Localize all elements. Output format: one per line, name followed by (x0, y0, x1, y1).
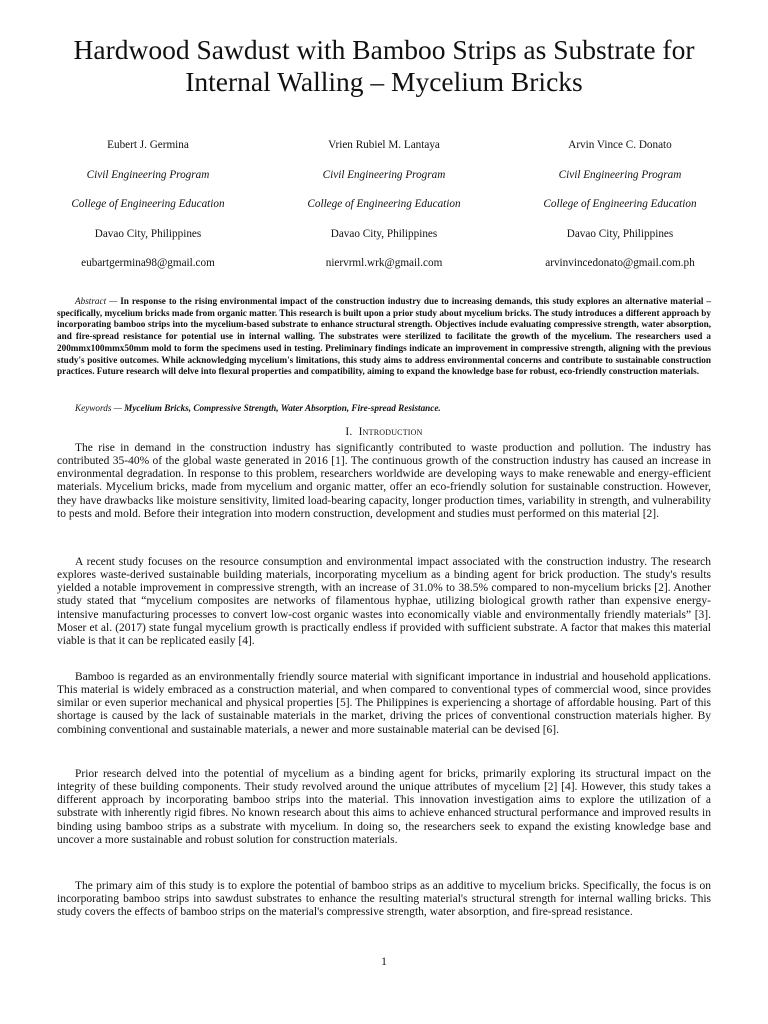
author-college: College of Engineering Education (307, 198, 461, 211)
author-location: Davao City, Philippines (566, 227, 674, 240)
body-paragraph: The primary aim of this study is to explore the potential of bamboo strips as an additive to mycelium bricks. Specifically, the focus is on incorporating bamboo strips into sawdust substrates to enhance the resulting material's structural strength for internal walling bricks. This study covers the effects of bamboo strips on the material's compressive strength, water absorption, and fire-spread resistance. (57, 880, 711, 919)
author-1 (30, 136, 266, 284)
keywords-label: Keywords — (75, 403, 122, 413)
author-college: College of Engineering Education (71, 198, 225, 211)
keywords-text: Mycelium Bricks, Compressive Strength, Water Absorption, Fire-spread Resistance. (124, 403, 441, 413)
body-paragraph: Bamboo is regarded as an environmentally friendly source material with significant importance in industrial and household applications. This material is widely embraced as a construction material, and when compared to conventional types of commercial wood, since provides similar or even superior mechanical and physical properties [5]. The Philippines is experiencing a shortage of affordable housing. Part of this shortage is caused by the lack of sustainable materials in the market, driving the prices of conventional construction materials higher. By combining conventional and sustainable materials, a newer and more sustainable material can be devised [6]. (57, 671, 711, 736)
author-name: Vrien Rubiel M. Lantaya (328, 139, 440, 151)
author-3 (502, 136, 738, 284)
author-program: Civil Engineering Program (558, 168, 682, 181)
author-location: Davao City, Philippines (94, 227, 202, 240)
abstract (57, 296, 711, 378)
section-title: Introduction (358, 426, 423, 438)
section-number: I. (345, 426, 353, 438)
author-program: Civil Engineering Program (86, 168, 210, 181)
author-email: arvinvincedonato@gmail.com.ph (545, 257, 695, 270)
body-paragraph: Prior research delved into the potential of mycelium as a binding agent for bricks, primarily exploring its structural impact on the integrity of these building components. Their study revolved around the unique attributes of mycelium [2] [4]. However, this study takes a different approach by incorporating bamboo strips into the material. This innovation investigation aims to explore the utilization of a substrate with inherently rigid fibres. No known research about this aims to achieve enhanced structural performance and improved results in binding using bamboo strips as a substrate with mycelium. In doing so, the researchers seek to expand the existing knowledge base and uncover a more sustainable and robust solution for construction materials. (57, 768, 711, 846)
page-number: 1 (381, 956, 387, 968)
author-location: Davao City, Philippines (330, 227, 438, 240)
author-block (30, 136, 738, 284)
body-paragraph: The rise in demand in the construction industry has significantly contributed to waste production and pollution. The industry has contributed 35-40% of the global waste generated in 2016 [1]. The continuous growth of the construction industry has caused an increase in environmental degradation. In response to this problem, researchers worldwide are developing ways to make renewable and energy-efficient materials. Mycelium bricks, made from mycelium and organic matter, offer an eco-friendly solution for sustainable construction. However, they have drawbacks like moisture sensitivity, limited load-bearing capacity, longer production times, variability in strength, and vulnerability to pests and mold. Before their integration into modern construction, development and studies must performed on this material [2]. (57, 442, 711, 520)
author-email: eubartgermina98@gmail.com (81, 257, 215, 270)
section-heading-introduction (57, 425, 711, 439)
author-name: Arvin Vince C. Donato (568, 139, 672, 151)
author-2 (266, 136, 502, 284)
abstract-text: In response to the rising environmental impact of the construction industry due to increasing demands, this study explores an alternative material – specifically, mycelium bricks made from organic matter. This research is built upon a prior study about mycelium bricks. The study introduces a different approach by incorporating bamboo strips into the mycelium-based substrate to enhance structural strength. Objectives include evaluating compressive strength, water absorption, and fire-spread resistance for potential use in internal walling. The substrates were sterilized to facilitate the growth of the mycelium. The researchers used a 200mmx100mmx50mm mold to form the specimens used in testing. Preliminary findings indicate an improvement in compressive strength, aligning with the previous study's positive outcomes. While acknowledging mycelium's limitations, this study aims to address environmental concerns and contribute to sustainable construction practices. Future research will delve into flexural properties and compatibility, aiming to expand the knowledge base for robust, eco-friendly construction materials. (57, 296, 712, 377)
author-name: Eubert J. Germina (107, 139, 189, 151)
body-paragraph: A recent study focuses on the resource consumption and environmental impact associated with the construction industry. The research explores waste-derived sustainable building materials, incorporating mycelium as a binding agent for brick production. The study's results yielded a notable improvement in compressive strength, with an increase of 31.0% to 38.5% compared to non-mycelium bricks [2]. Another study stated that “mycelium composites are networks of filamentous hyphae, utilizing biological growth rather than expensive energy-intensive manufacturing processes to convert low-cost organic wastes into economically viable and environmentally friendly materials” [3]. Moser et al. (2017) state fungal mycelium growth is practically endless if provided with sufficient substrate. A factor that makes this material viable is that it can be replicated easily [4]. (57, 556, 711, 647)
author-program: Civil Engineering Program (322, 168, 446, 181)
keywords (57, 402, 711, 414)
paper-title: Hardwood Sawdust with Bamboo Strips as Substrate for Internal Walling – Mycelium Bricks (73, 34, 695, 97)
abstract-label: Abstract — (75, 296, 118, 306)
author-college: College of Engineering Education (543, 198, 697, 211)
author-email: niervrml.wrk@gmail.com (325, 257, 443, 270)
